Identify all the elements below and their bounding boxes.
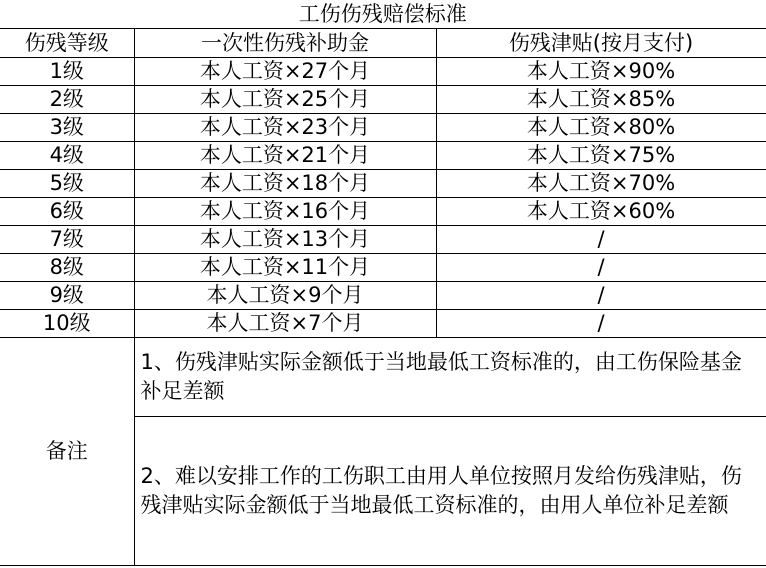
table-row <box>0 114 766 142</box>
grade-cell: 8级 <box>0 254 134 282</box>
allowance-cell: / <box>436 282 766 310</box>
grade-cell: 10级 <box>0 310 134 338</box>
note-text: 2、难以安排工作的工伤职工由用人单位按照月发给伤残津贴，伤残津贴实际金额低于当地最低工资标准的，由用人单位补足差额 <box>134 417 766 566</box>
notes-row <box>0 338 766 417</box>
allowance-cell: 本人工资×90% <box>436 58 766 86</box>
lump-sum-cell: 本人工资×16个月 <box>134 198 436 226</box>
table-title: 工伤伤残赔偿标准 <box>0 0 766 29</box>
allowance-cell: 本人工资×80% <box>436 114 766 142</box>
allowance-cell: / <box>436 226 766 254</box>
allowance-cell: 本人工资×70% <box>436 170 766 198</box>
header-lump-sum: 一次性伤残补助金 <box>134 29 436 58</box>
grade-cell: 2级 <box>0 86 134 114</box>
lump-sum-cell: 本人工资×27个月 <box>134 58 436 86</box>
header-row <box>0 29 766 58</box>
grade-cell: 6级 <box>0 198 134 226</box>
lump-sum-cell: 本人工资×9个月 <box>134 282 436 310</box>
title-row <box>0 0 766 29</box>
table-row <box>0 142 766 170</box>
allowance-cell: 本人工资×60% <box>436 198 766 226</box>
table-row <box>0 226 766 254</box>
table-row <box>0 282 766 310</box>
grade-cell: 7级 <box>0 226 134 254</box>
grade-cell: 9级 <box>0 282 134 310</box>
allowance-cell: 本人工资×75% <box>436 142 766 170</box>
notes-label: 备注 <box>0 338 134 566</box>
header-grade: 伤残等级 <box>0 29 134 58</box>
lump-sum-cell: 本人工资×7个月 <box>134 310 436 338</box>
table-row <box>0 170 766 198</box>
allowance-cell: / <box>436 254 766 282</box>
grade-cell: 4级 <box>0 142 134 170</box>
table-row <box>0 254 766 282</box>
table-row <box>0 198 766 226</box>
lump-sum-cell: 本人工资×18个月 <box>134 170 436 198</box>
lump-sum-cell: 本人工资×13个月 <box>134 226 436 254</box>
table-row <box>0 310 766 338</box>
lump-sum-cell: 本人工资×21个月 <box>134 142 436 170</box>
lump-sum-cell: 本人工资×23个月 <box>134 114 436 142</box>
header-allowance: 伤残津贴(按月支付) <box>436 29 766 58</box>
note-text: 1、伤残津贴实际金额低于当地最低工资标准的，由工伤保险基金补足差额 <box>134 338 766 417</box>
grade-cell: 1级 <box>0 58 134 86</box>
table-row <box>0 86 766 114</box>
grade-cell: 3级 <box>0 114 134 142</box>
table-row <box>0 58 766 86</box>
allowance-cell: / <box>436 310 766 338</box>
lump-sum-cell: 本人工资×25个月 <box>134 86 436 114</box>
lump-sum-cell: 本人工资×11个月 <box>134 254 436 282</box>
allowance-cell: 本人工资×85% <box>436 86 766 114</box>
grade-cell: 5级 <box>0 170 134 198</box>
